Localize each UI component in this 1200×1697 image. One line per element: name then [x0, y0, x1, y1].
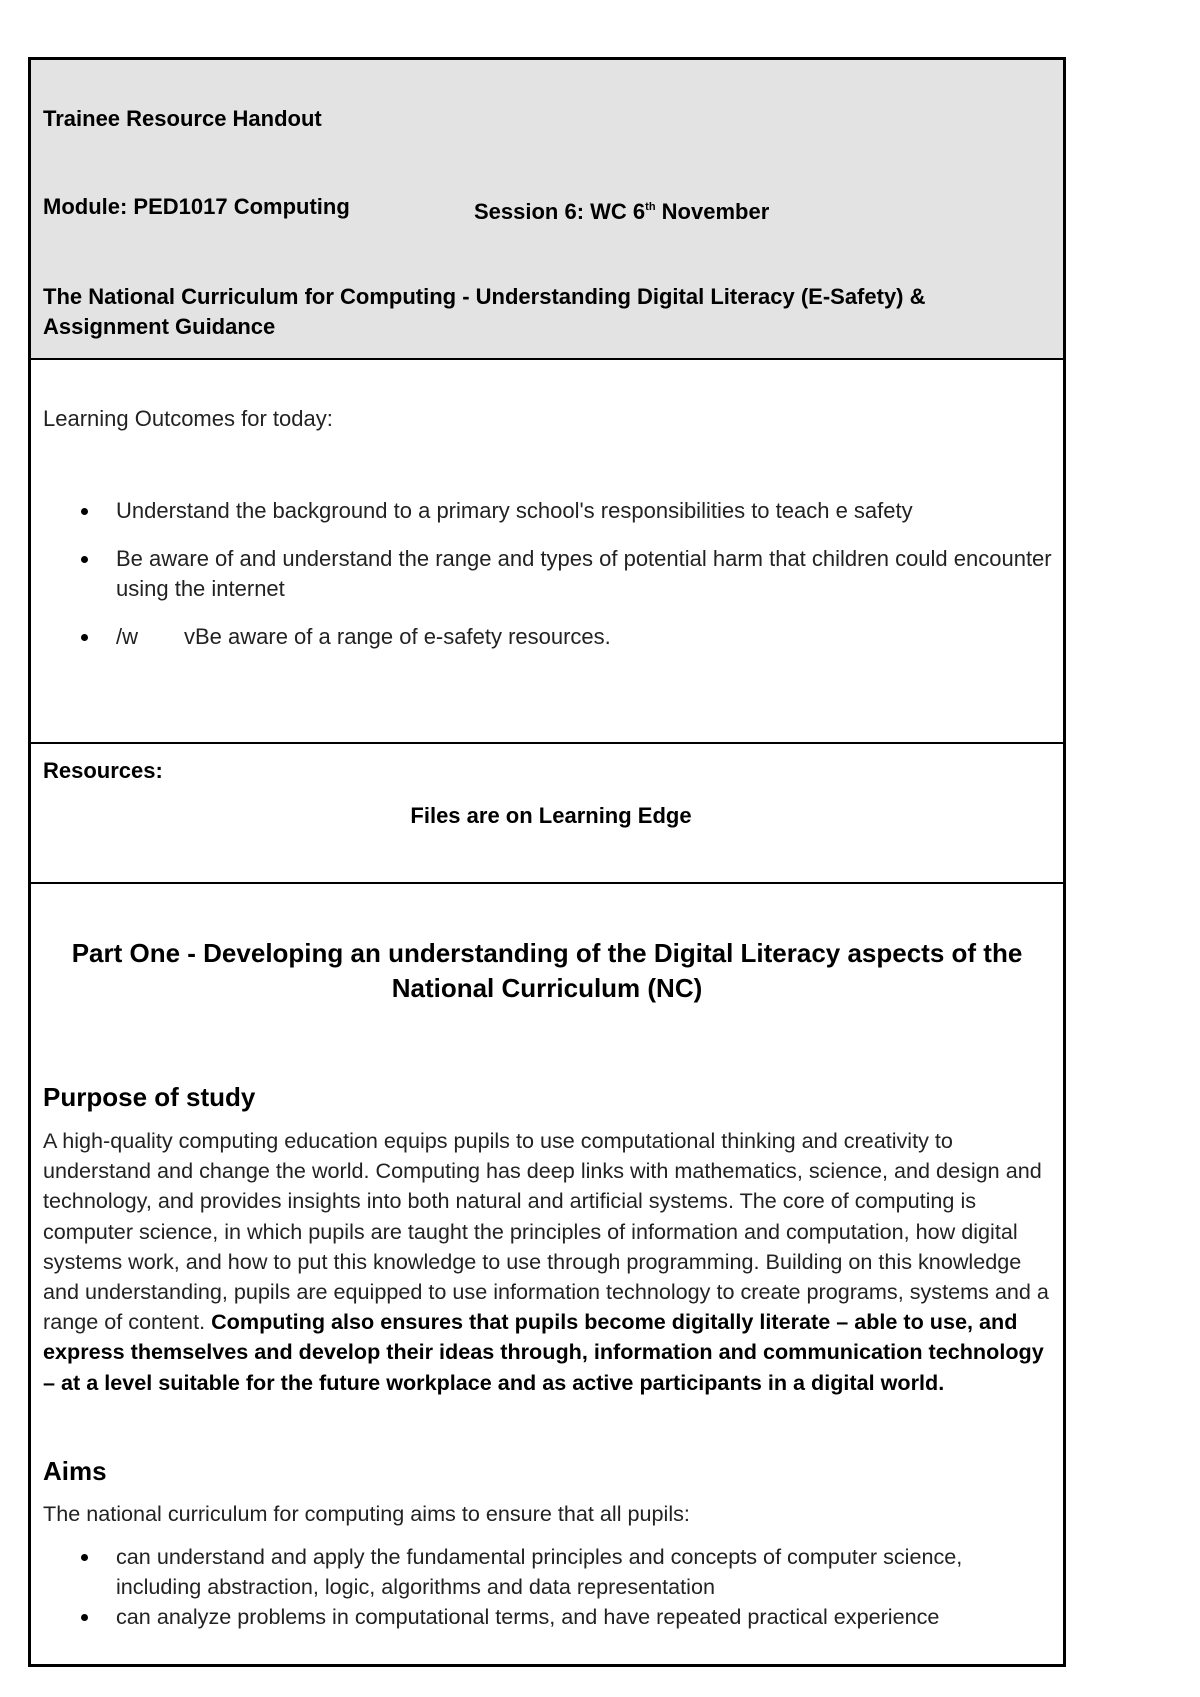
outcomes-heading: Learning Outcomes for today:: [43, 406, 333, 431]
outcome-text: Be aware of and understand the range and types of potential harm that children could encounter using the internet: [116, 546, 1052, 601]
resources-note: Files are on Learning Edge: [410, 803, 692, 828]
part-one-row: [31, 884, 1063, 1664]
part-one-title: Part One - Developing an understanding of the Digital Literacy aspects of the National Curriculum (NC): [71, 938, 1023, 1003]
bullet-icon: [81, 1554, 88, 1561]
aims-heading: Aims: [43, 1456, 107, 1486]
outcome-text: Understand the background to a primary school's responsibilities to teach e safety: [116, 498, 913, 523]
session-prefix: Session 6: WC 6: [474, 199, 646, 224]
purpose-body: A high-quality computing education equips pupils to use computational thinking and creativity to understand and change the world. Computing has deep links with mathematics, science, and design and technology, and provides insights into both natural and artificial systems. The core of computing is computer science, in which pupils are taught the principles of information and computation, how digital systems work, and how to put this knowledge to use through programming. Building on this knowledge and understanding, pupils are equipped to use information technology to create programs, systems and a range of content.: [43, 1128, 1049, 1335]
session-label: [474, 192, 769, 227]
resources-heading: Resources:: [43, 758, 163, 783]
resources-row: [31, 744, 1063, 884]
aims-intro: The national curriculum for computing aims to ensure that all pupils:: [43, 1501, 690, 1526]
purpose-paragraph: [43, 1126, 1053, 1398]
bullet-icon: [81, 556, 88, 563]
purpose-heading: Purpose of study: [43, 1082, 256, 1112]
outcome-prefix: /w: [116, 624, 138, 649]
list-item: [43, 544, 1053, 604]
aims-list: [43, 1542, 1053, 1632]
header-row: [31, 60, 1063, 360]
purpose-emphasis: Computing also ensures that pupils become digitally literate – able to use, and express themselves and develop their ideas through, information and communication technology – at a level suitable for the future workplace and as active participants in a digital world.: [43, 1309, 1044, 1395]
handout-title: Trainee Resource Handout: [43, 106, 322, 131]
bullet-icon: [81, 634, 88, 641]
session-ordinal: th: [645, 201, 656, 213]
handout-table: [28, 57, 1066, 1667]
outcomes-row: [31, 360, 1063, 744]
topic-title: The National Curriculum for Computing - Understanding Digital Literacy (E-Safety) & Assignment Guidance: [43, 284, 926, 339]
bullet-icon: [81, 508, 88, 515]
list-item: [43, 622, 1053, 652]
list-item: [43, 1602, 1053, 1632]
outcomes-list: [43, 496, 1053, 670]
list-item: [43, 1542, 1053, 1602]
list-item: [43, 496, 1053, 526]
module-label: Module: PED1017 Computing: [43, 194, 350, 219]
aim-text: can analyze problems in computational terms, and have repeated practical experience: [116, 1604, 940, 1629]
bullet-icon: [81, 1614, 88, 1621]
session-suffix: November: [655, 199, 770, 224]
aim-text: can understand and apply the fundamental principles and concepts of computer science, including abstraction, logic, algorithms and data representation: [116, 1544, 963, 1599]
outcome-text: vBe aware of a range of e-safety resources.: [184, 624, 611, 649]
